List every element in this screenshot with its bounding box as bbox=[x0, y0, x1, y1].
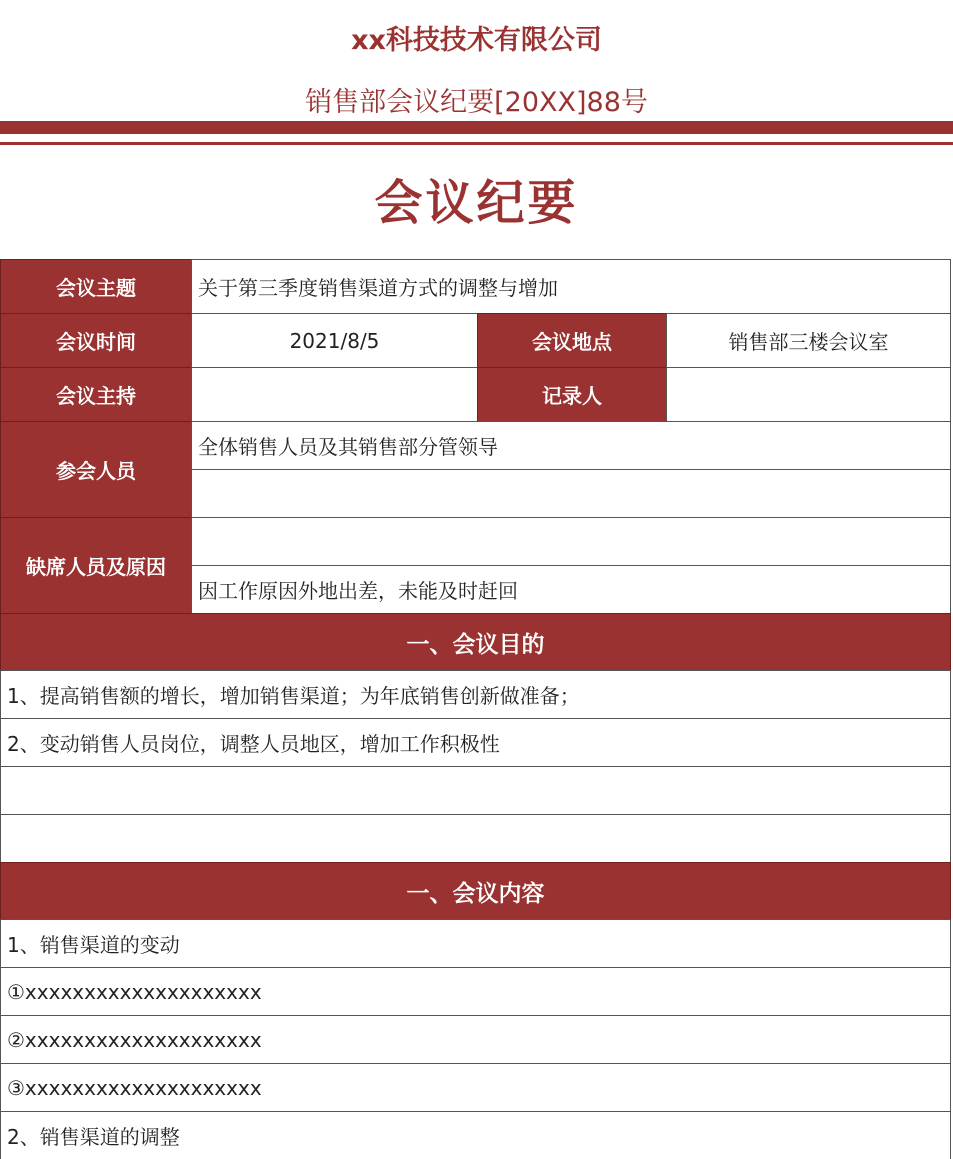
attendees-line[interactable]: 全体销售人员及其销售部分管领导 bbox=[191, 421, 951, 470]
purpose-line[interactable] bbox=[0, 766, 951, 815]
purpose-line[interactable]: 1、提高销售额的增长，增加销售渠道；为年底销售创新做准备； bbox=[0, 670, 951, 719]
document-number: 销售部会议纪要[20XX]88号 bbox=[305, 87, 648, 118]
company-name: xx科技技术有限公司 bbox=[351, 25, 602, 56]
content-line[interactable]: 2、销售渠道的调整 bbox=[0, 1111, 951, 1159]
content-section-header: 一、会议内容 bbox=[0, 862, 951, 920]
content-line[interactable]: ①xxxxxxxxxxxxxxxxxxxx bbox=[0, 967, 951, 1016]
attendees-line[interactable] bbox=[191, 469, 951, 518]
absent-line[interactable]: 因工作原因外地出差，未能及时赶回 bbox=[191, 565, 951, 614]
content-line[interactable]: 1、销售渠道的变动 bbox=[0, 919, 951, 968]
content-line[interactable]: ③xxxxxxxxxxxxxxxxxxxx bbox=[0, 1063, 951, 1112]
time-value[interactable]: 2021/8/5 bbox=[191, 313, 478, 368]
host-label: 会议主持 bbox=[0, 367, 192, 422]
attendees-label: 参会人员 bbox=[0, 421, 192, 518]
purpose-line[interactable]: 2、变动销售人员岗位，调整人员地区，增加工作积极性 bbox=[0, 718, 951, 767]
header-divider-thick bbox=[0, 121, 953, 134]
absent-label: 缺席人员及原因 bbox=[0, 517, 192, 614]
page-title: 会议纪要 bbox=[374, 175, 579, 231]
place-value[interactable]: 销售部三楼会议室 bbox=[666, 313, 951, 368]
host-value[interactable] bbox=[191, 367, 478, 422]
purpose-section-header: 一、会议目的 bbox=[0, 613, 951, 671]
time-label: 会议时间 bbox=[0, 313, 192, 368]
absent-line[interactable] bbox=[191, 517, 951, 566]
recorder-label: 记录人 bbox=[477, 367, 667, 422]
topic-label: 会议主题 bbox=[0, 259, 192, 314]
place-label: 会议地点 bbox=[477, 313, 667, 368]
topic-value[interactable]: 关于第三季度销售渠道方式的调整与增加 bbox=[191, 259, 951, 314]
recorder-value[interactable] bbox=[666, 367, 951, 422]
content-line[interactable]: ②xxxxxxxxxxxxxxxxxxxx bbox=[0, 1015, 951, 1064]
header-divider-thin bbox=[0, 142, 953, 145]
purpose-line[interactable] bbox=[0, 814, 951, 863]
